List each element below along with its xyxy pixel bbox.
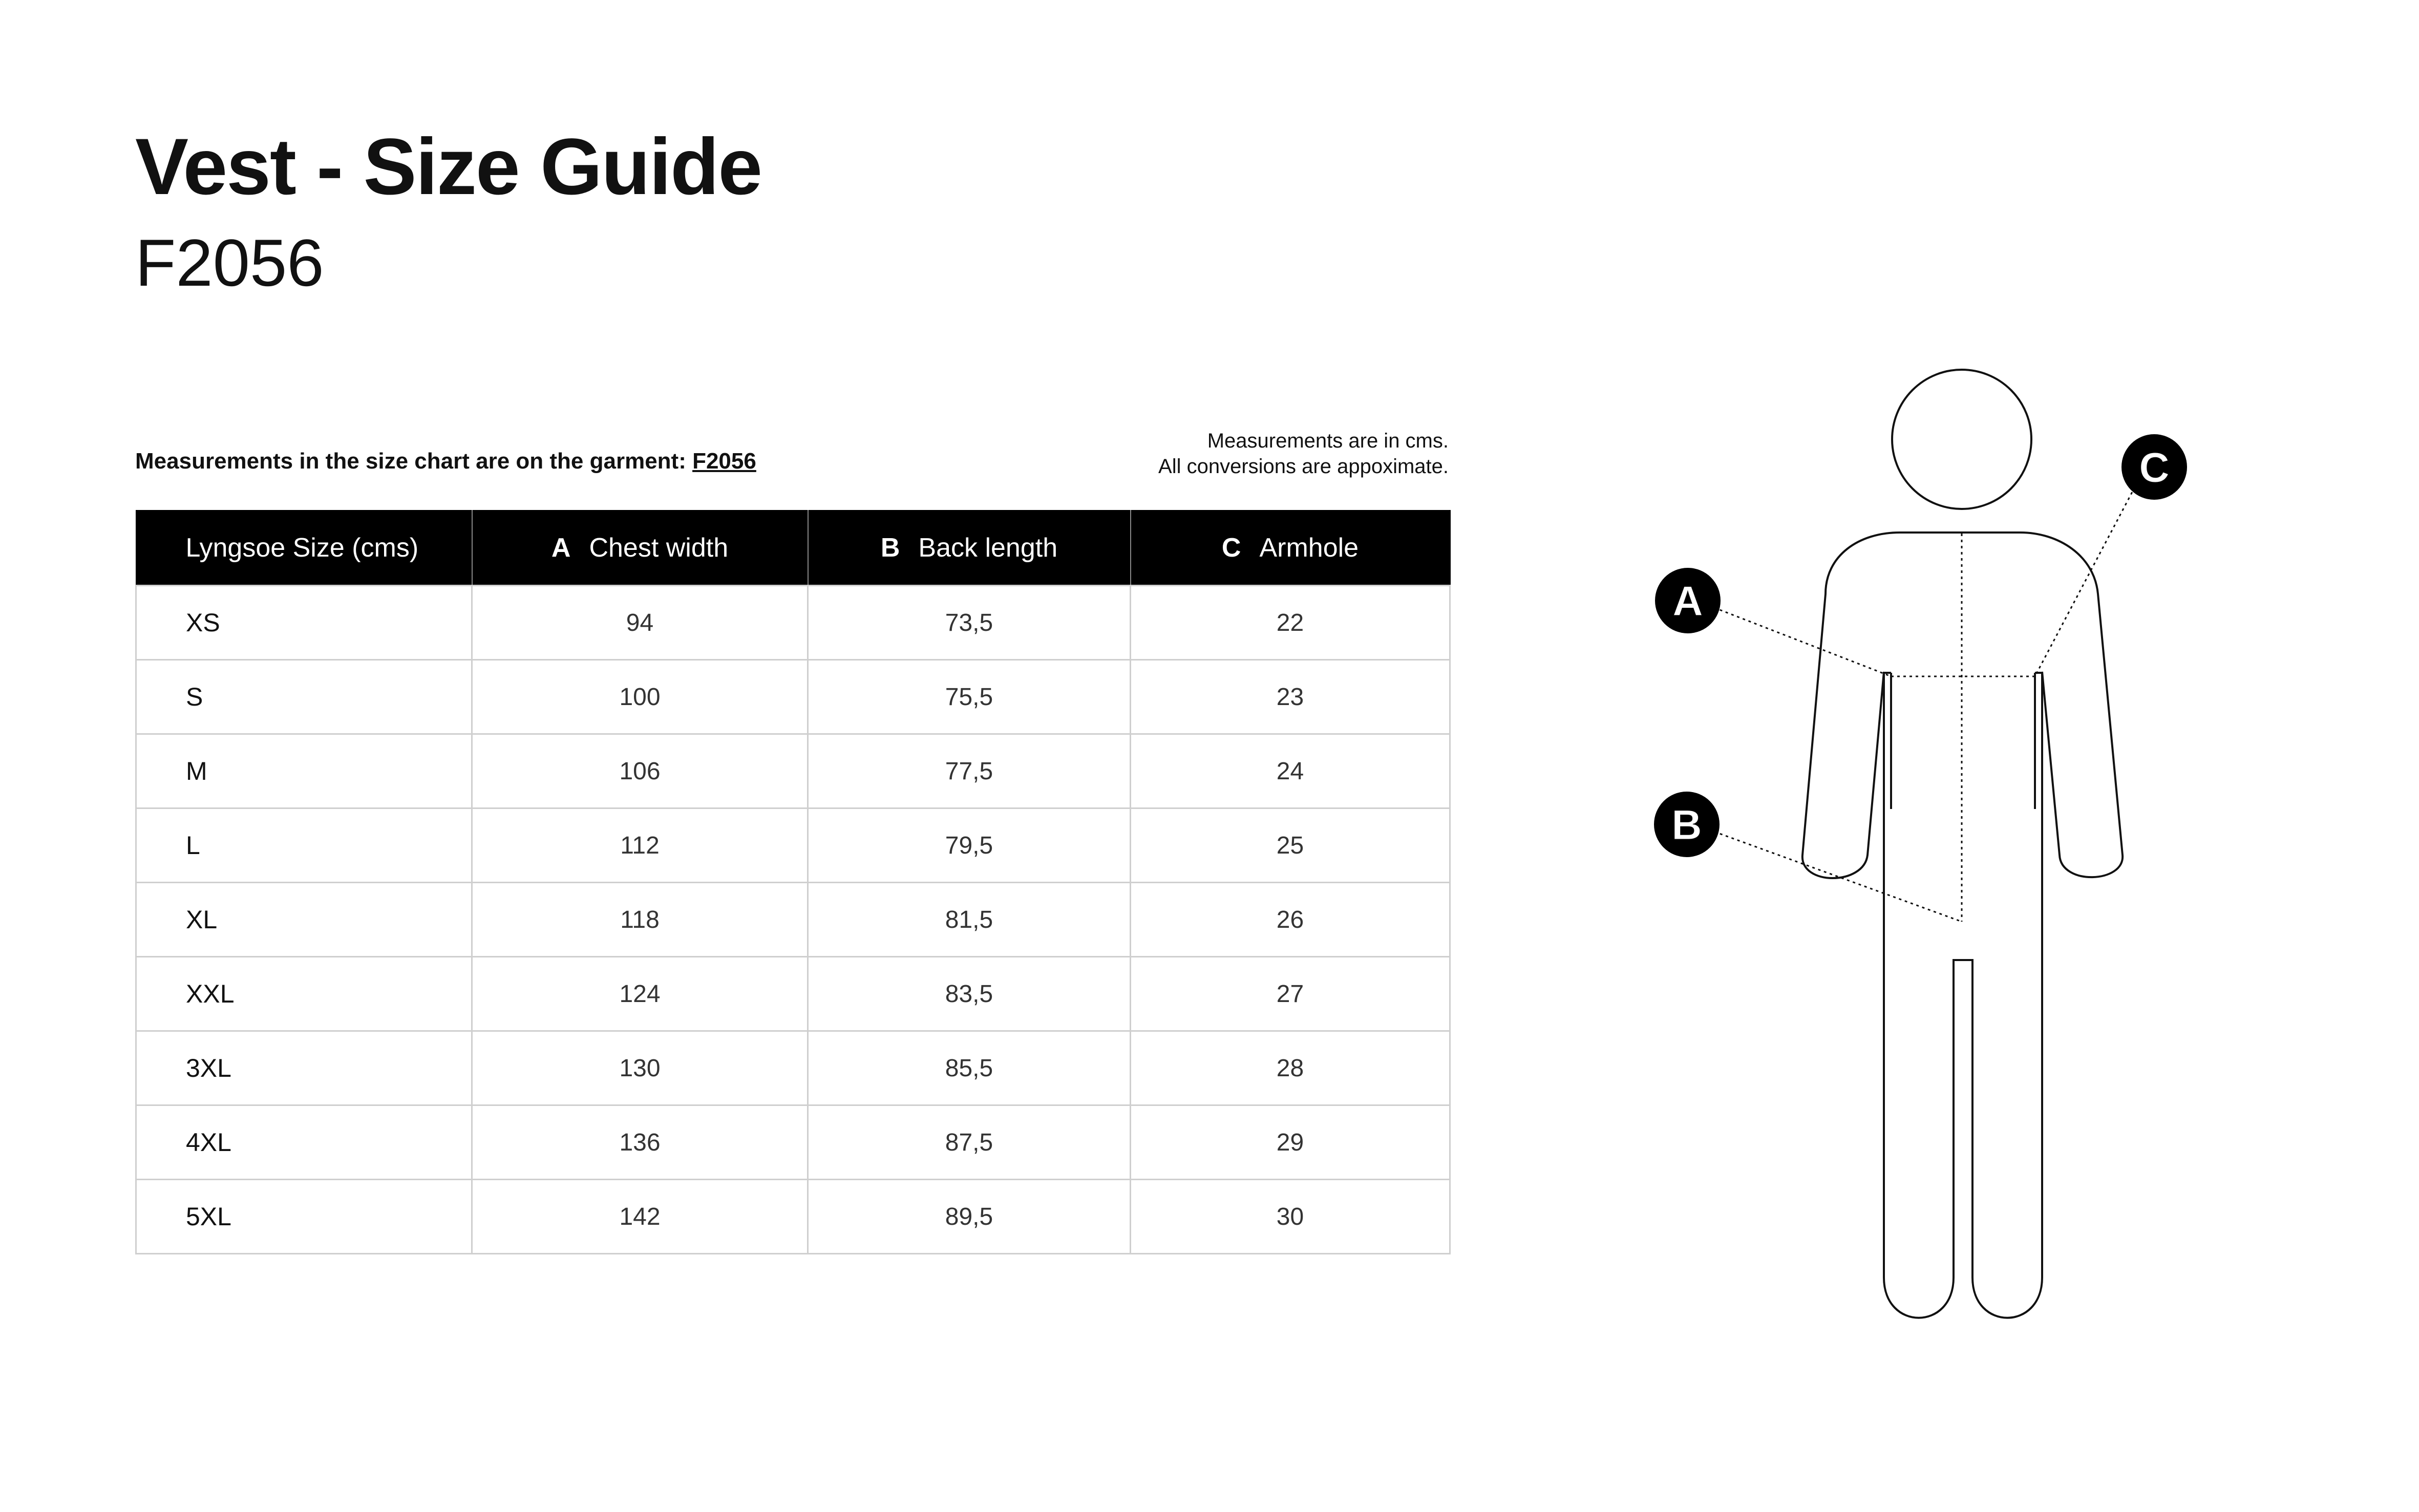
leader-line-c: [2035, 481, 2138, 676]
size-cell: L: [136, 808, 472, 883]
table-row: [136, 957, 1450, 1031]
size-cell: XL: [136, 883, 472, 957]
table-row: [136, 586, 1450, 660]
size-cell: M: [136, 734, 472, 808]
table-header-row: [136, 510, 1450, 586]
armhole-cell: 23: [1131, 660, 1450, 734]
armhole-cell: 24: [1131, 734, 1450, 808]
armhole-cell: 26: [1131, 883, 1450, 957]
column-header-size: [136, 510, 472, 586]
garment-code-link[interactable]: F2056: [692, 449, 756, 474]
column-header-back-length: [808, 510, 1131, 586]
size-cell: 5XL: [136, 1180, 472, 1254]
chest-width-cell: 118: [472, 883, 808, 957]
size-cell: XXL: [136, 957, 472, 1031]
size-cell: XS: [136, 586, 472, 660]
size-cell: S: [136, 660, 472, 734]
back-length-cell: 75,5: [808, 660, 1131, 734]
chest-width-cell: 94: [472, 586, 808, 660]
intro-label: Measurements in the size chart are on the garment:: [135, 449, 693, 474]
size-table: [135, 510, 1451, 1254]
back-length-cell: 81,5: [808, 883, 1131, 957]
column-header-chest: [472, 510, 808, 586]
armhole-cell: 30: [1131, 1180, 1450, 1254]
back-length-cell: 79,5: [808, 808, 1131, 883]
chest-width-cell: 106: [472, 734, 808, 808]
table-row: [136, 883, 1450, 957]
table-row: [136, 734, 1450, 808]
back-length-cell: 87,5: [808, 1105, 1131, 1180]
leader-line-b: [1703, 827, 1962, 922]
marker-a: [1655, 568, 1721, 633]
back-length-cell: 83,5: [808, 957, 1131, 1031]
table-row: [136, 1105, 1450, 1180]
armhole-cell: 25: [1131, 808, 1450, 883]
size-cell: 3XL: [136, 1031, 472, 1105]
column-header-label: Armhole: [1259, 533, 1359, 563]
human-body-outline-icon: [1639, 358, 2253, 1357]
column-header-letter: A: [551, 533, 571, 563]
column-header-label: Chest width: [589, 533, 729, 563]
chest-width-cell: 136: [472, 1105, 808, 1180]
column-header-letter: C: [1221, 533, 1241, 563]
column-header-letter: B: [880, 533, 900, 563]
armhole-cell: 29: [1131, 1105, 1450, 1180]
chest-width-cell: 124: [472, 957, 808, 1031]
chest-width-cell: 100: [472, 660, 808, 734]
leader-line-a: [1703, 603, 1891, 676]
column-header-label: Back length: [918, 533, 1058, 563]
size-cell: 4XL: [136, 1105, 472, 1180]
marker-a-label: A: [1672, 578, 1703, 625]
chest-width-cell: 112: [472, 808, 808, 883]
chest-width-cell: 130: [472, 1031, 808, 1105]
chest-width-cell: 142: [472, 1180, 808, 1254]
table-row: [136, 1180, 1450, 1254]
marker-c-label: C: [2139, 444, 2170, 491]
armhole-cell: 22: [1131, 586, 1450, 660]
table-row: [136, 808, 1450, 883]
back-length-cell: 73,5: [808, 586, 1131, 660]
back-length-cell: 89,5: [808, 1180, 1131, 1254]
page-title: Vest - Size Guide: [135, 122, 762, 211]
head-outline: [1892, 370, 2031, 509]
note-units: Measurements are in cms.: [1207, 430, 1449, 452]
table-row: [136, 1031, 1450, 1105]
column-header-armhole: [1131, 510, 1450, 586]
note-conversions: All conversions are appoximate.: [1158, 455, 1449, 478]
back-length-cell: 77,5: [808, 734, 1131, 808]
back-length-cell: 85,5: [808, 1031, 1131, 1105]
marker-b: [1654, 792, 1720, 857]
intro-text: [135, 449, 756, 474]
armhole-cell: 28: [1131, 1031, 1450, 1105]
measurement-notes: [1158, 428, 1449, 479]
product-code: F2056: [135, 225, 324, 300]
marker-b-label: B: [1671, 802, 1702, 848]
column-header-label: Lyngsoe Size (cms): [185, 533, 419, 563]
marker-c: [2121, 434, 2187, 500]
armhole-cell: 27: [1131, 957, 1450, 1031]
table-row: [136, 660, 1450, 734]
